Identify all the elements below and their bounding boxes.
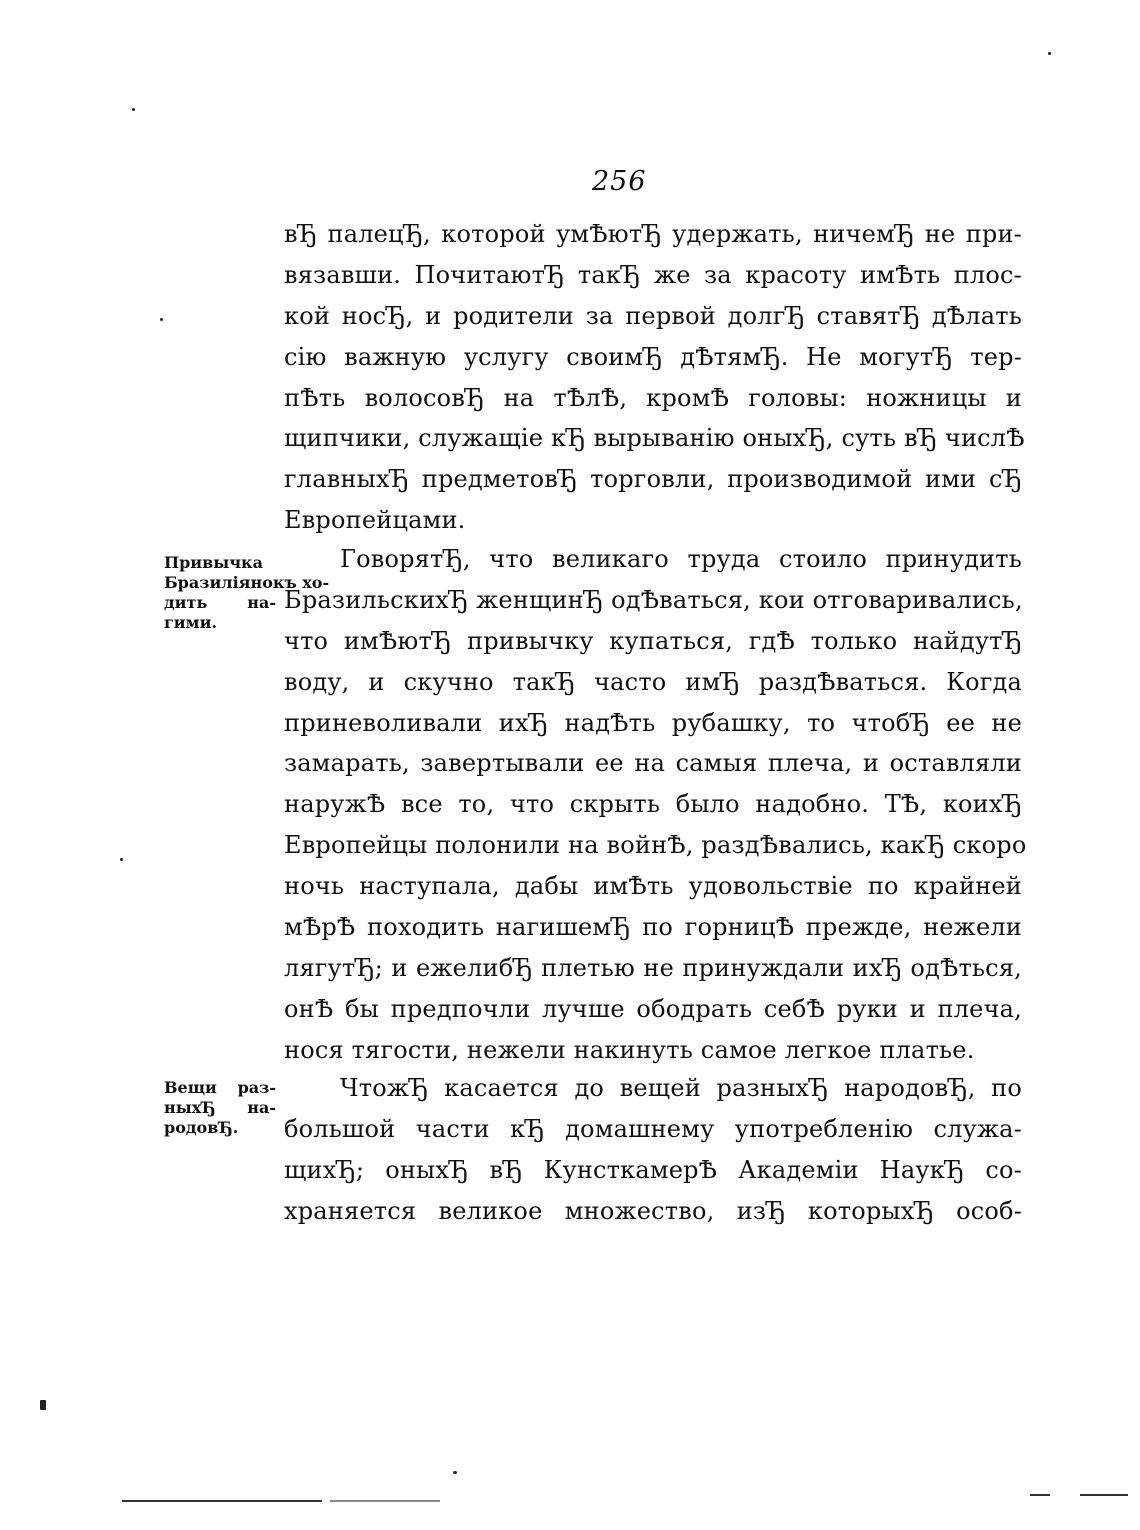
text-line: кой носЂ, и родители за первой долгЂ ставятЂ дѢлать [284, 301, 1022, 330]
text-line: мѢрѢ походить нагишемЂ по горницѢ прежде, нежели [284, 913, 1022, 942]
margin-note-line: дить на- [164, 593, 276, 612]
scan-speck [120, 858, 123, 861]
scan-speck [1048, 52, 1051, 55]
text-line: храняется великое множество, изЂ которыхЂ особ- [284, 1196, 1022, 1225]
scan-speck [453, 1471, 457, 1474]
text-line: онѢ бы предпочли лучше ободрать себѢ руки и плеча, [284, 994, 1022, 1023]
text-line: сію важную услугу своимЂ дѢтямЂ. Не могутЂ тер- [284, 342, 1022, 371]
text-line: нося тягости, нежели накинуть самое легкое платье. [284, 1035, 975, 1064]
text-line: щихЂ; оныхЂ вЂ КунсткамерѢ Академіи НаукЂ со- [284, 1155, 1022, 1184]
text-line: Европейцы полонили на войнѢ, раздѢвались, какЂ скоро [284, 831, 1027, 860]
margin-note-line: ныхЂ на- [164, 1098, 276, 1117]
margin-note-line: родовЂ. [164, 1118, 239, 1137]
scan-speck [40, 1400, 46, 1410]
text-line: воду, и скучно такЂ часто имЂ раздѢваться. Когда [284, 667, 1022, 696]
margin-note-line: Бразиліянокъ хо- [164, 573, 330, 592]
text-line: большой части кЂ домашнему употребленію служа- [284, 1114, 1022, 1143]
margin-note-habit [164, 553, 330, 633]
margin-note-line: Привычка [164, 553, 263, 572]
text-line: вязавши. ПочитаютЂ такЂ же за красоту имѢть плос- [284, 260, 1022, 289]
text-line: замарать, завертывали ее на самыя плеча, и оставляли [284, 749, 1022, 778]
page-number: 256 [592, 166, 647, 197]
text-line: что имѢютЂ привычку купаться, гдѢ только найдутЂ [284, 626, 1022, 655]
scan-edge-line [330, 1500, 440, 1502]
scan-edge-line [122, 1500, 322, 1502]
scan-edge-line [1080, 1494, 1128, 1496]
text-line: Европейцами. [284, 506, 466, 535]
text-line: лягутЂ; и ежелибЂ плетью не принуждали ихЂ одѢться, [284, 953, 1022, 982]
scan-speck [132, 108, 135, 111]
margin-note-line: Вещи раз- [164, 1078, 276, 1097]
text-line: щипчики, служащіе кЂ вырыванію оныхЂ, суть вЂ числѢ [284, 424, 1025, 453]
text-line: ЧтожЂ касается до вещей разныхЂ народовЂ, по [340, 1074, 1022, 1102]
scan-edge-line [1030, 1494, 1050, 1496]
text-line: пѢть волосовЂ на тѢлѢ, кромѢ головы: ножницы и [284, 383, 1022, 412]
paragraph-1 [284, 214, 1025, 541]
text-line: вЂ палецЂ, которой умѢютЂ удержать, ничемЂ не при- [284, 220, 1022, 248]
text-line: наружѢ все то, что скрыть было надобно. ТѢ, коихЂ [284, 790, 1022, 819]
text-line: главныхЂ предметовЂ торговли, производимой ими сЂ [284, 465, 1022, 494]
text-line: ночь наступала, дабы имѢть удовольствіе по крайней [284, 872, 1022, 901]
margin-note-line: гими. [164, 613, 218, 632]
scan-speck [160, 318, 163, 321]
text-line: приневоливали ихЂ надѢть рубашку, то чтобЂ ее не [284, 708, 1022, 737]
paragraph-3 [284, 1068, 1022, 1232]
text-line: БразильскихЂ женщинЂ одѢваться, кои отговаривались, [284, 585, 1023, 614]
paragraph-2 [284, 539, 1027, 1071]
margin-note-things [164, 1078, 276, 1138]
text-line: ГоворятЂ, что великаго труда стоило принудить [340, 545, 1022, 573]
